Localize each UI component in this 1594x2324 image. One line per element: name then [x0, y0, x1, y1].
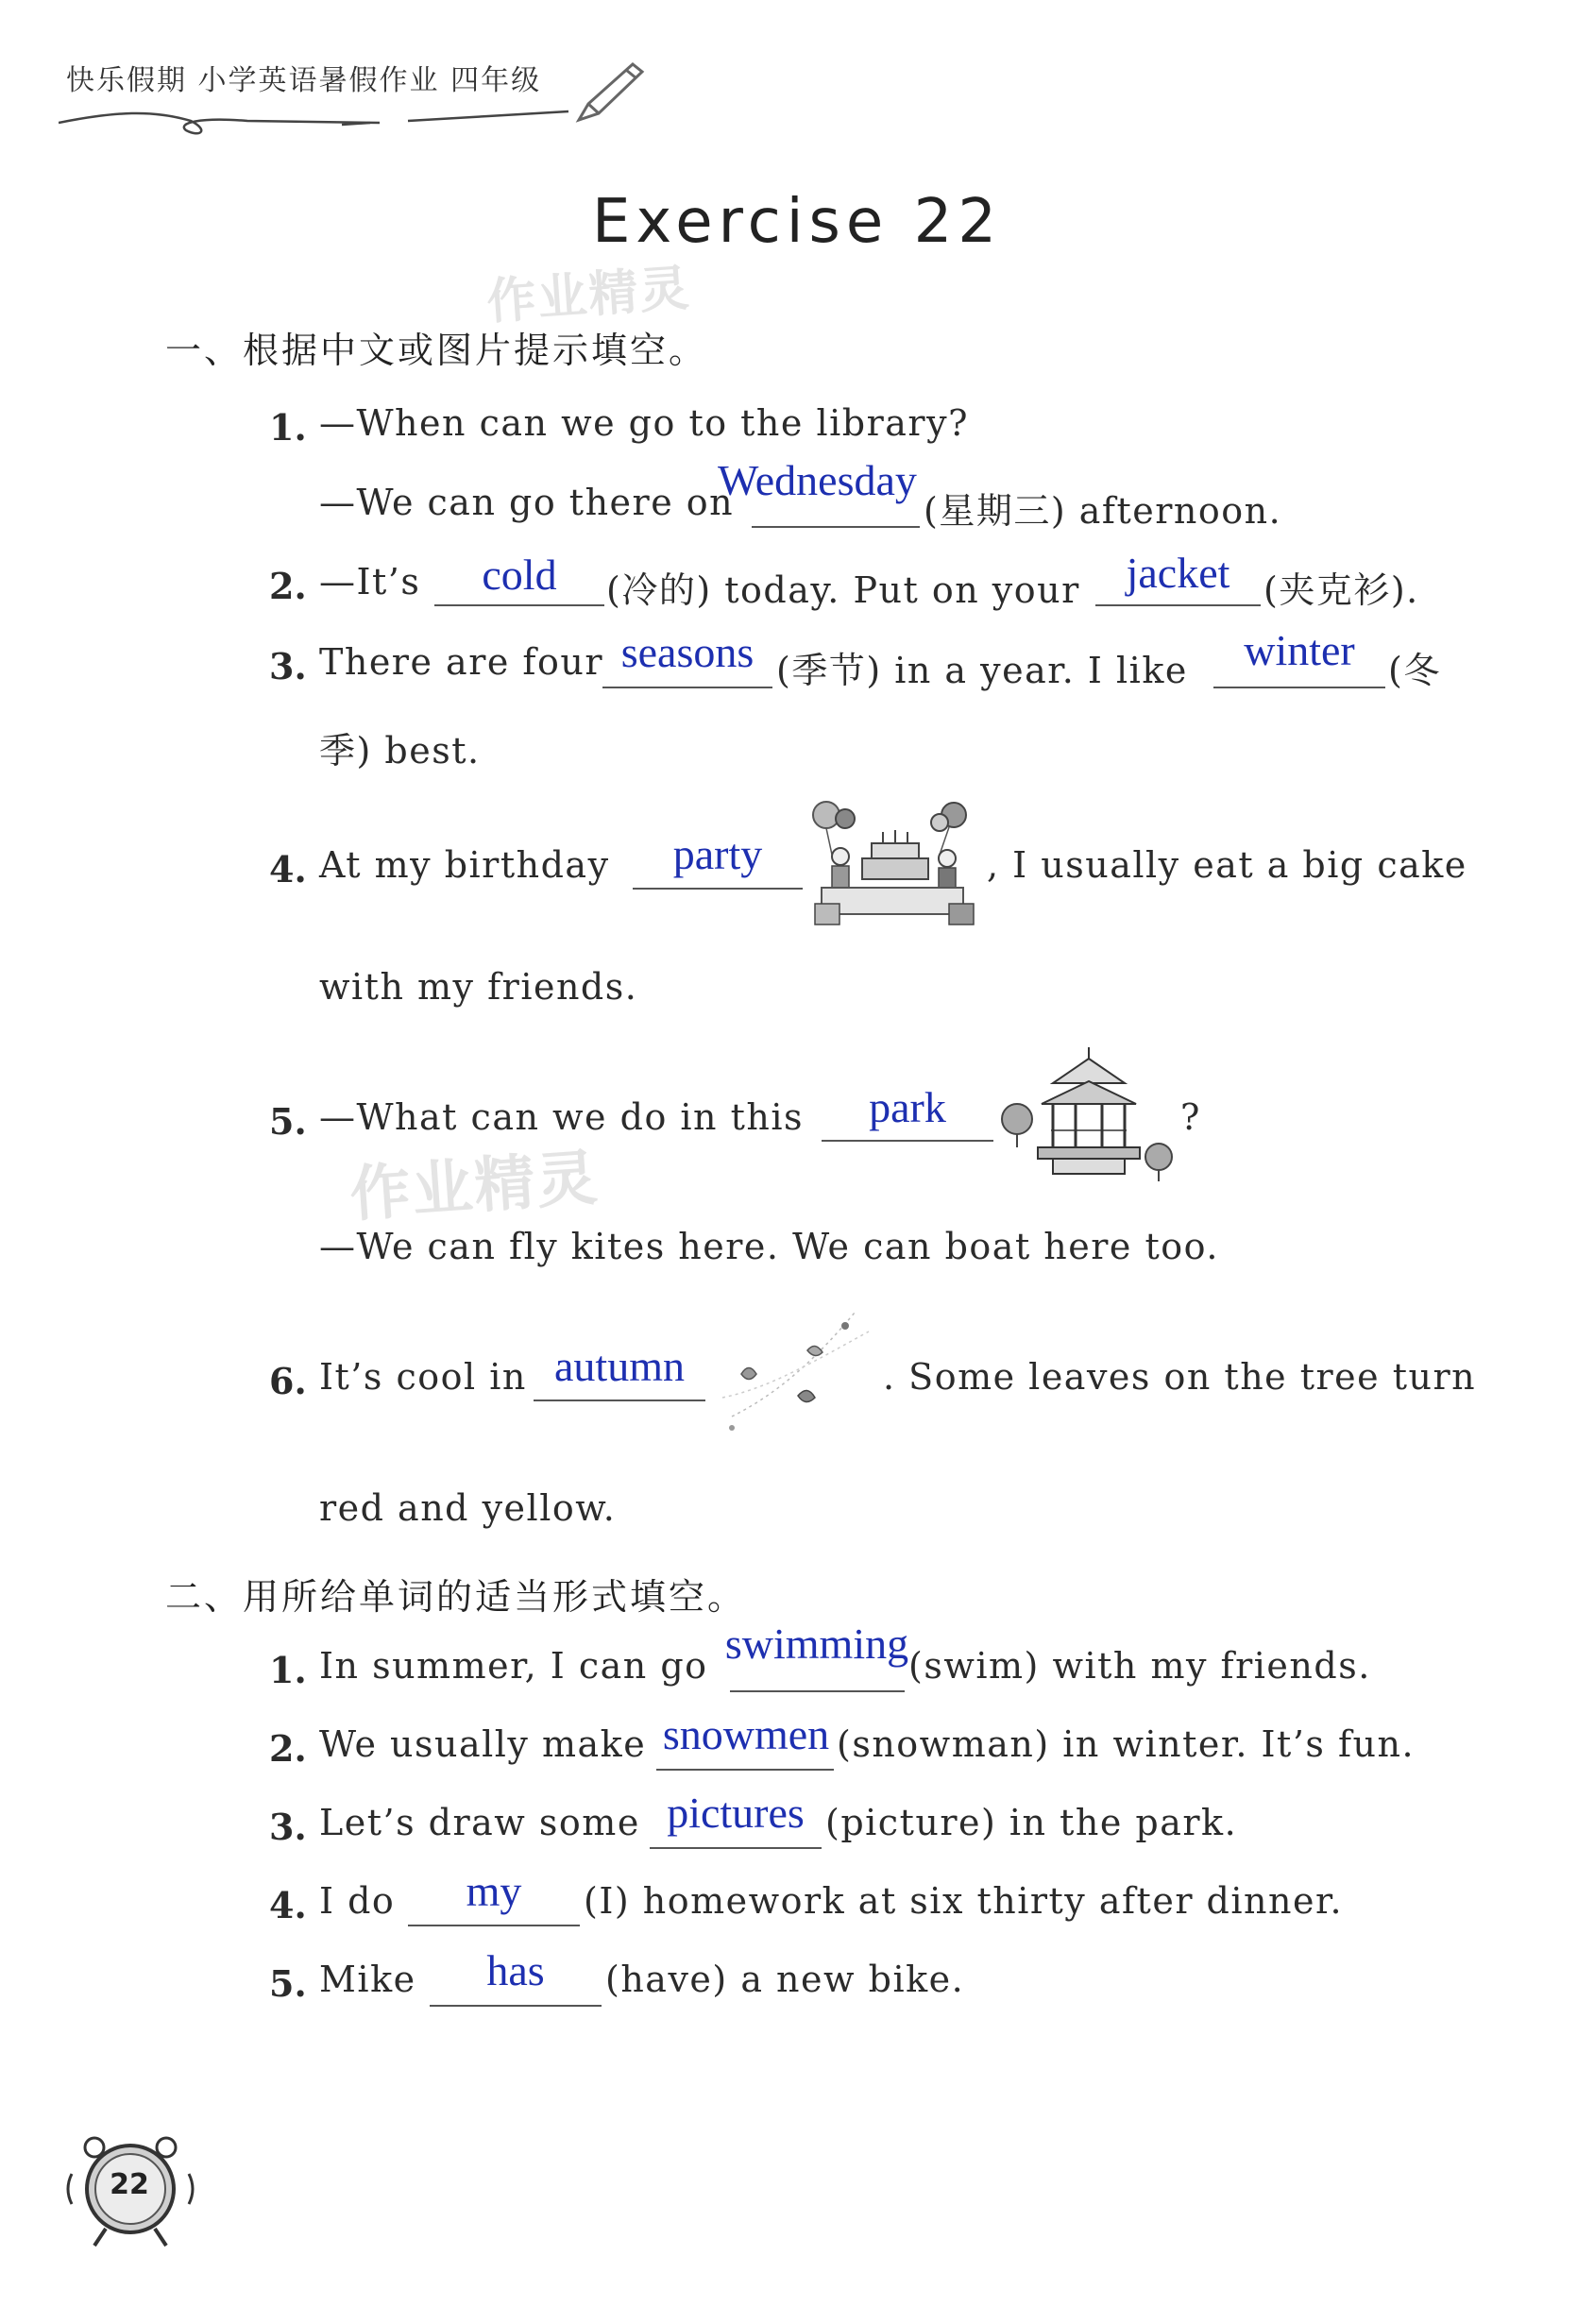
question-text: (星期三) afternoon. — [924, 490, 1282, 532]
question-number: 1. — [269, 406, 307, 449]
question-text: —We can fly kites here. We can boat here too. — [319, 1226, 1219, 1267]
book-header: 快乐假期 小学英语暑假作业 四年级 — [66, 64, 542, 97]
question-text: (have) a new bike. — [605, 1959, 965, 2000]
handwritten-answer: autumn — [554, 1342, 685, 1390]
park-pavilion-icon — [996, 1043, 1180, 1185]
question-text: Mike — [319, 1959, 416, 2000]
question-number: 5. — [269, 1962, 307, 2005]
handwritten-answer: park — [869, 1083, 946, 1131]
handwritten-answer: party — [672, 830, 763, 878]
question-text: In summer, I can go — [319, 1645, 708, 1687]
question-text: (I) homework at six thirty after dinner. — [584, 1880, 1344, 1922]
question-text: —We can go there on — [319, 482, 735, 523]
section-2-title: 二、用所给单词的适当形式填空。 — [165, 1576, 747, 1618]
handwritten-answer: Wednesday — [718, 456, 917, 504]
question-number: 2. — [269, 1727, 307, 1770]
handwritten-answer: swimming — [724, 1620, 909, 1668]
question-text: (snowman) in winter. It’s fun. — [837, 1723, 1416, 1765]
question-text: 季) best. — [319, 730, 481, 772]
question-text: (冬 — [1388, 650, 1441, 691]
handwritten-answer: pictures — [667, 1789, 805, 1837]
header-swoosh-decoration — [59, 102, 587, 140]
question-text: We usually make — [319, 1723, 647, 1765]
question-text: At my birthday — [319, 844, 610, 886]
question-text: There are four — [319, 641, 604, 683]
answer-blank[interactable] — [752, 526, 920, 528]
handwritten-answer: jacket — [1126, 549, 1230, 597]
answer-blank[interactable] — [650, 1847, 822, 1849]
exercise-title: Exercise 22 — [591, 187, 1003, 257]
answer-blank[interactable] — [822, 1140, 993, 1142]
answer-blank[interactable] — [656, 1769, 834, 1771]
question-number: 6. — [269, 1360, 307, 1402]
watermark: 作业精灵 — [484, 260, 693, 331]
question-number: 1. — [269, 1649, 307, 1691]
question-text: with my friends. — [319, 966, 638, 1008]
question-text: ? — [1180, 1096, 1201, 1138]
question-text: , I usually eat a big cake — [987, 844, 1467, 886]
falling-leaves-icon — [704, 1303, 883, 1445]
section-1-title: 一、根据中文或图片提示填空。 — [165, 330, 708, 371]
answer-blank[interactable] — [1213, 687, 1385, 688]
answer-blank[interactable] — [434, 604, 604, 606]
question-text: (picture) in the park. — [825, 1802, 1238, 1843]
watermark: 作业精灵 — [348, 1143, 602, 1231]
question-text: (swim) with my friends. — [908, 1645, 1371, 1687]
question-text: red and yellow. — [319, 1487, 617, 1529]
question-text: (冷的) today. Put on your — [606, 569, 1080, 611]
handwritten-answer: winter — [1244, 626, 1355, 674]
answer-blank[interactable] — [408, 1925, 580, 1926]
answer-blank[interactable] — [602, 687, 772, 688]
question-text: —When can we go to the library? — [319, 402, 969, 444]
question-text: —It’s — [319, 561, 421, 602]
question-number: 4. — [269, 1884, 307, 1926]
handwritten-answer: cold — [482, 551, 557, 599]
question-text: (季节) in a year. I like — [776, 650, 1188, 691]
page-number: 22 — [110, 2168, 149, 2201]
handwritten-answer: my — [466, 1867, 522, 1915]
question-text: I do — [319, 1880, 396, 1922]
question-number: 5. — [269, 1100, 307, 1143]
question-number: 3. — [269, 1806, 307, 1848]
answer-blank[interactable] — [730, 1690, 905, 1692]
handwritten-answer: has — [486, 1946, 545, 1994]
question-text: It’s cool in — [319, 1356, 527, 1398]
answer-blank[interactable] — [430, 2005, 602, 2007]
handwritten-answer: seasons — [620, 628, 755, 676]
answer-blank[interactable] — [534, 1399, 705, 1401]
answer-blank[interactable] — [633, 888, 803, 890]
question-text: Let’s draw some — [319, 1802, 640, 1843]
question-number: 3. — [269, 645, 307, 687]
question-text: —What can we do in this — [319, 1096, 805, 1138]
question-text: (夹克衫). — [1263, 569, 1419, 611]
handwritten-answer: snowmen — [662, 1710, 830, 1758]
birthday-party-icon — [807, 798, 982, 930]
question-number: 2. — [269, 565, 307, 607]
question-number: 4. — [269, 848, 307, 891]
question-text: . Some leaves on the tree turn — [883, 1356, 1477, 1398]
answer-blank[interactable] — [1095, 604, 1261, 606]
